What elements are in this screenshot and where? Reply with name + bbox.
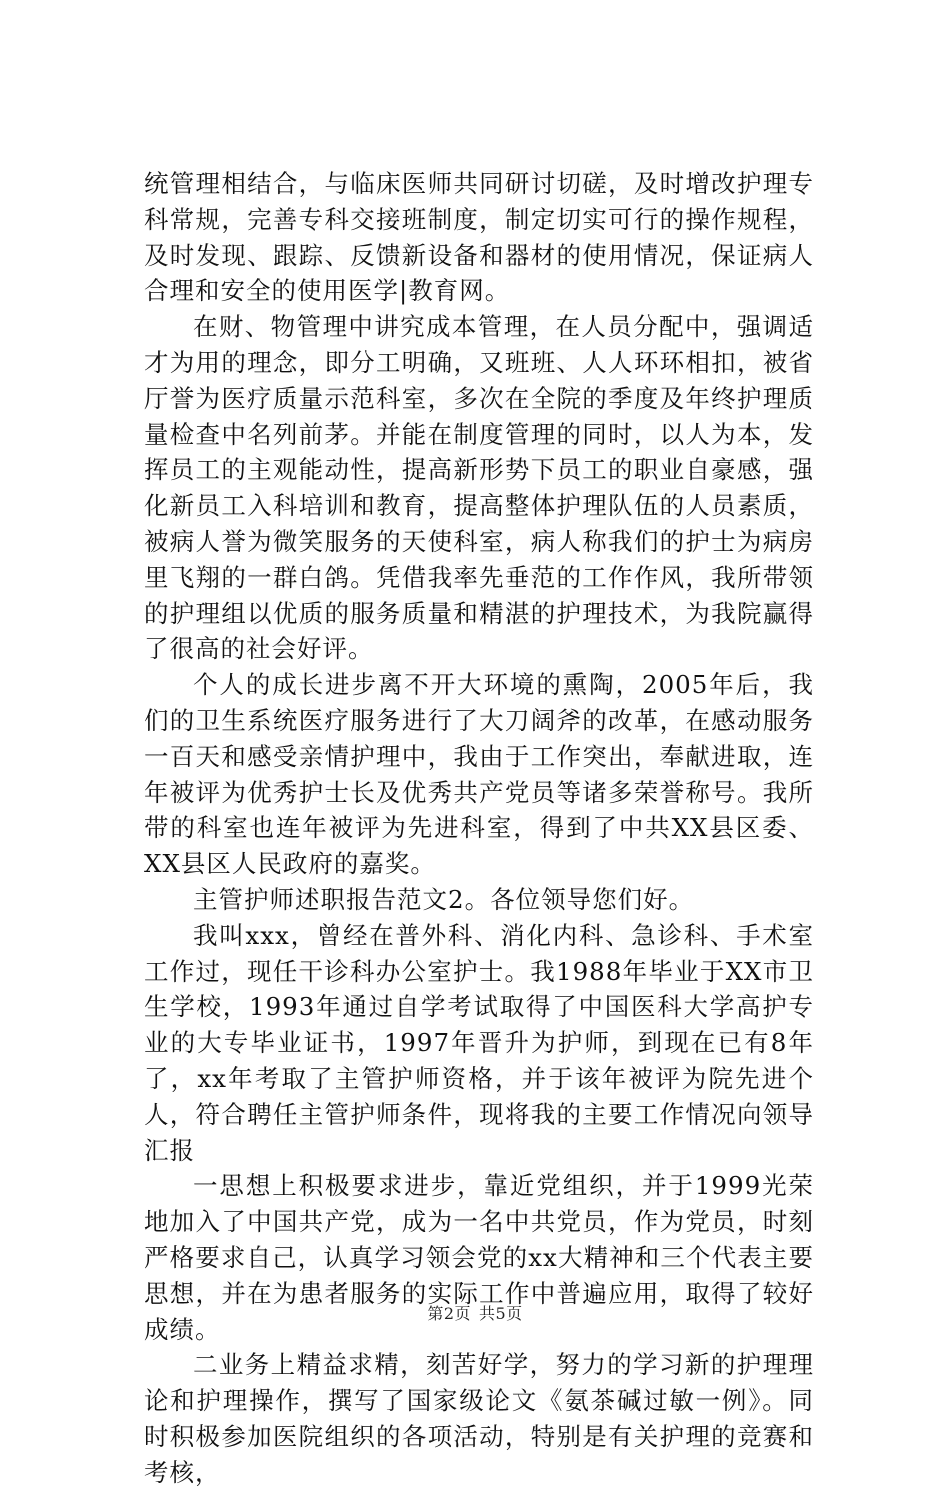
paragraph-4: 主管护师述职报告范文2。各位领导您们好。 — [193, 884, 695, 914]
paragraph-3: 个人的成长进步离不开大环境的熏陶，2005年后，我们的卫生系统医疗服务进行了大刀阔斧的改革，在感动服务一百天和感受亲情护理中，我由于工作突出，奉献进取，连年被评为优秀护士长及优秀共产党员等诸多荣誉称号。我所带的科室也连年被评为先进科室，得到了中共XX县区委、XX县区人民政府的嘉奖。 — [144, 670, 814, 879]
paragraph-7: 二业务上精益求精，刻苦好学，努力的学习新的护理理论和护理操作，撰写了国家级论文《氨茶碱过敏一例》。同时积极参加医院组织的各项活动，特别是有关护理的竞赛和考核， — [144, 1350, 814, 1487]
page-number: 第2页 — [427, 1304, 471, 1323]
page-footer — [0, 1304, 950, 1324]
paragraph-1: 统管理相结合，与临床医师共同研讨切磋，及时增改护理专科常规，完善专科交接班制度，制定切实可行的操作规程，及时发现、跟踪、反馈新设备和器材的使用情况，保证病人合理和安全的使用医学|教育网。 — [144, 169, 814, 306]
paragraph-5: 我叫xxx，曾经在普外科、消化内科、急诊科、手术室工作过，现任干诊科办公室护士。我1988年毕业于XX市卫生学校，1993年通过自学考试取得了中国医科大学高护专业的大专毕业证书，1997年晋升为护师，到现在已有8年了，xx年考取了主管护师资格，并于该年被评为院先进个人，符合聘任主管护师条件，现将我的主要工作情况向领导汇报 — [144, 920, 814, 1165]
page-total: 共5页 — [479, 1304, 523, 1323]
paragraph-2: 在财、物管理中讲究成本管理，在人员分配中，强调适才为用的理念，即分工明确，又班班、人人环环相扣，被省厅誉为医疗质量示范科室，多次在全院的季度及年终护理质量检查中名列前茅。并能在制度管理的同时，以人为本，发挥员工的主观能动性，提高新形势下员工的职业自豪感，强化新员工入科培训和教育，提高整体护理队伍的人员素质，被病人誉为微笑服务的天使科室，病人称我们的护士为病房里飞翔的一群白鸽。凭借我率先垂范的工作作风，我所带领的护理组以优质的服务质量和精湛的护理技术，为我院赢得了很高的社会好评。 — [144, 312, 814, 664]
paragraph-6: 一思想上积极要求进步，靠近党组织，并于1999光荣地加入了中国共产党，成为一名中共党员，作为党员，时刻严格要求自己，认真学习领会党的xx大精神和三个代表主要思想，并在为患者服务的实际工作中普遍应用，取得了较好成绩。 — [144, 1171, 814, 1344]
document-body — [144, 166, 814, 1490]
